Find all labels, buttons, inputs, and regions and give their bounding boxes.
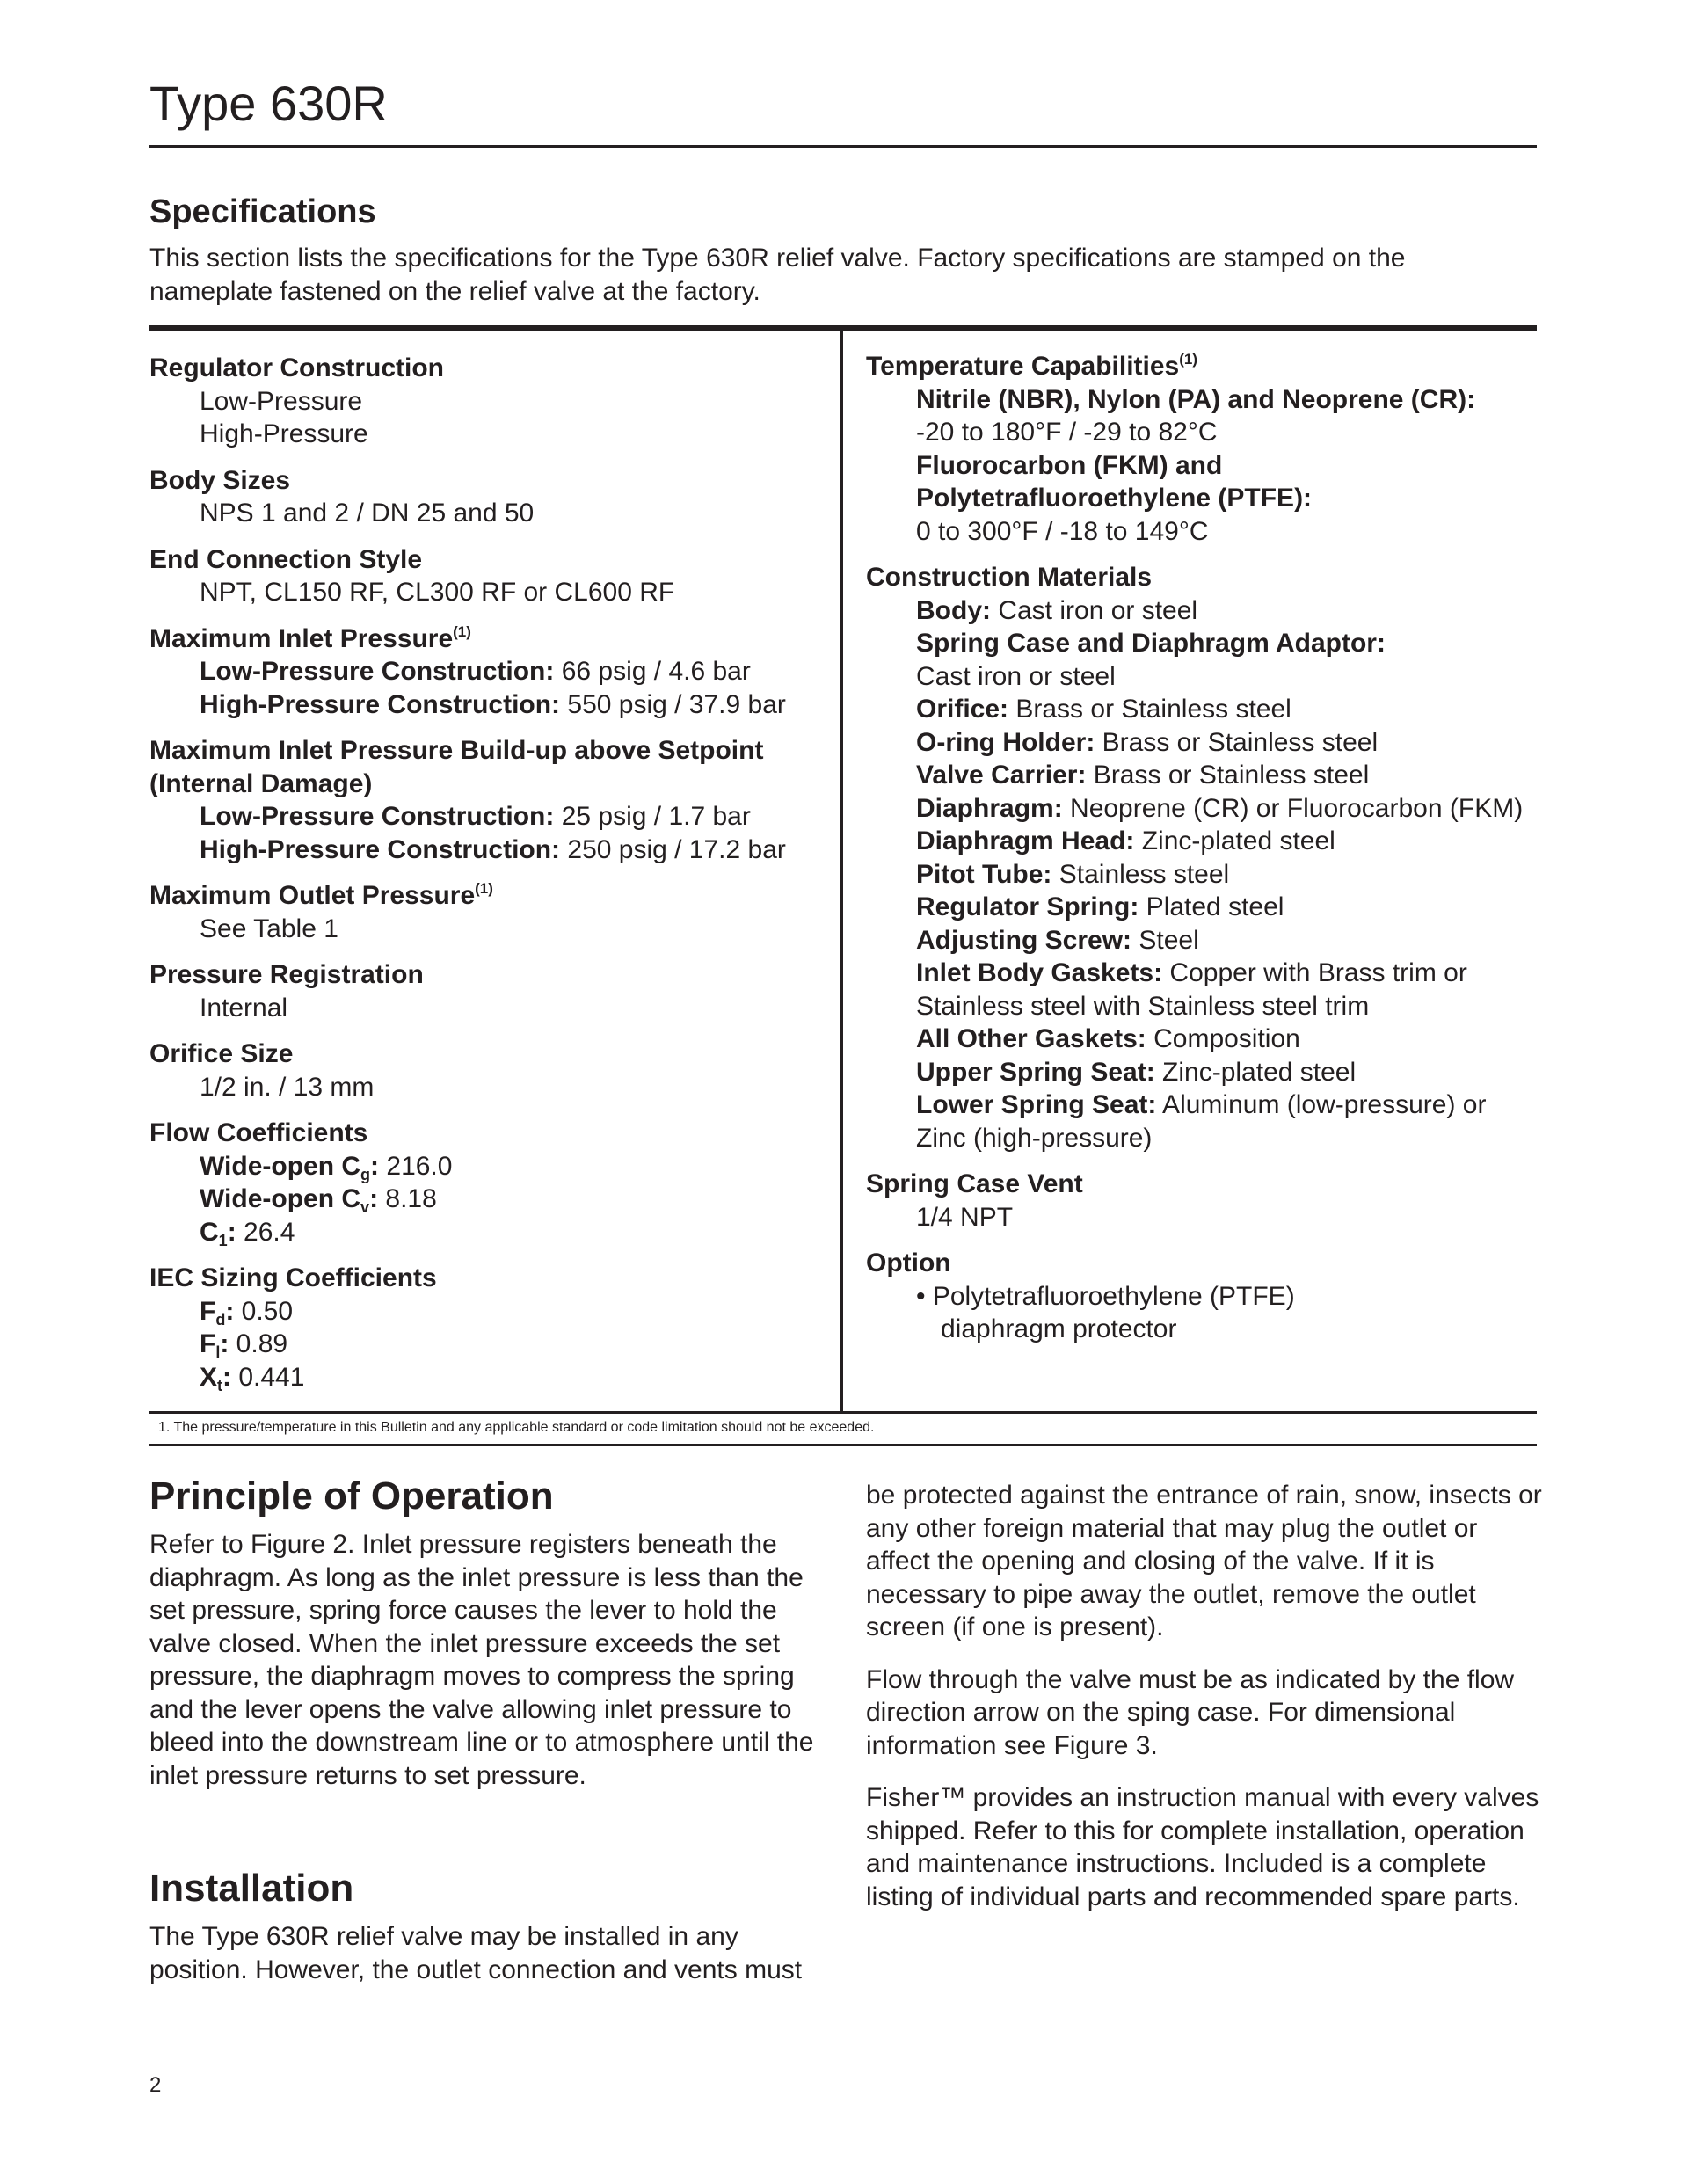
max-outlet-pressure [149, 879, 826, 945]
installation-right-column [866, 1479, 1543, 1933]
max-buildup-label-line1: Maximum Inlet Pressure Build-up above Setpoint [149, 736, 764, 765]
max-buildup-low-label: Low-Pressure Construction: [200, 802, 555, 831]
material-item-value: Stainless steel [1051, 859, 1230, 889]
max-inlet-low-value: 66 psig / 4.6 bar [554, 657, 751, 686]
max-buildup-low-value: 25 psig / 1.7 bar [554, 802, 751, 831]
material-item-label: Inlet Body Gaskets: [916, 958, 1163, 987]
spring-case-vent [866, 1168, 1543, 1234]
principle-paragraph: Refer to Figure 2. Inlet pressure registers beneath the diaphragm. As long as the inlet pressure is less than the set pressure, spring force causes the lever to hold the valve closed. When the inlet pressure exceeds the set pressure, the diaphragm moves to compress the spring and the lever opens the valve allowing inlet pressure to bleed into the downstream line or to atmosphere until the inlet pressure returns to set pressure. [149, 1530, 814, 1790]
spec-left-column [149, 352, 826, 1407]
spec-footnote: 1. The pressure/temperature in this Bulletin and any applicable standard or code limitation should not be exceeded. [158, 1420, 875, 1435]
installation-paragraph-1-tail: be protected against the entrance of rain, snow, insects or any other foreign material that may plug the outlet or affect the opening and closing of the valve. If it is necessary to pipe away the outlet, remove the outlet screen (if one is present). [866, 1481, 1542, 1642]
material-item-value: Zinc (high-pressure) [916, 1123, 1153, 1153]
material-item [866, 726, 1543, 760]
cv-value: 8.18 [378, 1184, 437, 1213]
material-item [866, 957, 1543, 990]
principle-body [149, 1528, 826, 1811]
fd-prefix: F [200, 1296, 216, 1326]
regulator-construction-item: High-Pressure [200, 419, 368, 448]
max-inlet-high-value: 550 psig / 37.9 bar [560, 689, 786, 719]
material-item-label: O-ring Holder: [916, 727, 1095, 757]
footnote-ref: (1) [475, 880, 493, 897]
option-label: Option [866, 1249, 951, 1278]
material-item [866, 858, 1543, 892]
material-item-label: Regulator Spring: [916, 892, 1139, 921]
material-item-value: Composition [1146, 1024, 1300, 1053]
material-item [866, 627, 1543, 660]
temperature-label [866, 350, 1543, 383]
spring-case-vent-value: 1/4 NPT [916, 1202, 1014, 1232]
max-inlet-low [149, 655, 826, 688]
material-item-value: Steel [1131, 925, 1199, 955]
material-item-label: Orifice: [916, 695, 1009, 724]
temperature-group1-label: Nitrile (NBR), Nylon (PA) and Neoprene (CR): [916, 384, 1476, 414]
material-item [866, 1056, 1543, 1089]
flow-coefficient-cv: Wide-open $C_v$: 8.18 [200, 1184, 437, 1216]
cv-prefix: Wide-open C [200, 1184, 361, 1213]
material-item [866, 660, 1543, 694]
cg-subscript: g [360, 1165, 371, 1183]
max-buildup-low [149, 800, 826, 834]
max-inlet-high-label: High-Pressure Construction: [200, 689, 561, 719]
pressure-registration-label: Pressure Registration [149, 960, 424, 989]
materials-label: Construction Materials [866, 563, 1153, 592]
material-item-value: Stainless steel with Stainless steel trim [916, 991, 1370, 1021]
specifications-heading: Specifications [149, 193, 376, 230]
material-item-label: Spring Case and Diaphragm Adaptor: [916, 629, 1386, 658]
flow-coefficients [149, 1117, 826, 1249]
option-bullet-item: • Polytetrafluoroethylene (PTFE) diaphragm protector [916, 1281, 1295, 1343]
cg-value: 216.0 [379, 1151, 453, 1181]
material-item [866, 1088, 1543, 1122]
max-outlet-value: See Table 1 [200, 914, 338, 943]
temperature-capabilities [866, 350, 1543, 548]
material-item-value: Neoprene (CR) or Fluorocarbon (FKM) [1062, 793, 1524, 823]
material-item-value: Copper with Brass trim or [1162, 958, 1467, 987]
material-item [866, 1122, 1543, 1155]
material-item-value: Cast iron or steel [916, 661, 1116, 691]
end-connection-label: End Connection Style [149, 544, 423, 574]
footnote-ref: (1) [1179, 351, 1198, 368]
spec-column-divider [840, 331, 843, 1412]
xt-value: 0.441 [231, 1362, 305, 1392]
max-outlet-label [149, 879, 826, 913]
material-item-value: Zinc-plated steel [1154, 1057, 1357, 1087]
regulator-construction-item: Low-Pressure [200, 386, 363, 416]
material-item [866, 759, 1543, 792]
material-item-label: Pitot Tube: [916, 859, 1052, 889]
regulator-construction [149, 352, 826, 451]
max-inlet-low-label: Low-Pressure Construction: [200, 657, 555, 686]
material-item [866, 693, 1543, 726]
material-item-label: All Other Gaskets: [916, 1024, 1146, 1053]
cv-subscript: v [360, 1198, 370, 1216]
max-buildup-high [149, 834, 826, 867]
footnote-ref: (1) [453, 622, 471, 640]
installation-paragraph-2: Flow through the valve must be as indicated by the flow direction arrow on the sping case. For dimensional information see Figure 3. [866, 1664, 1515, 1760]
installation-paragraph-3: Fisher™ provides an instruction manual with every valves shipped. Refer to this for complete installation, operation and maintenance instructions. Included is a complete listing of individual parts and recommended spare parts. [866, 1783, 1539, 1911]
material-item-value: Cast iron or steel [991, 595, 1198, 625]
max-buildup-high-value: 250 psig / 17.2 bar [560, 834, 786, 864]
material-item-value: Zinc-plated steel [1134, 826, 1335, 855]
flow-coefficient-c1: $C_1$: 26.4 [200, 1217, 295, 1249]
max-inlet-label-text: Maximum Inlet Pressure [149, 623, 454, 653]
material-item [866, 792, 1543, 826]
specifications-intro: This section lists the specifications for the Type 630R relief valve. Factory specifications are stamped on the nameplate fastened on the relief valve at the factory. [149, 244, 1406, 306]
option [866, 1247, 1543, 1346]
temperature-group2-label-line2: Polytetrafluoroethylene (PTFE): [916, 484, 1313, 513]
max-inlet-buildup [149, 734, 826, 866]
iec-label: IEC Sizing Coefficients [149, 1263, 437, 1292]
orifice-size [149, 1037, 826, 1103]
installation-paragraph-1: The Type 630R relief valve may be installed in any position. However, the outlet connection and vents must [149, 1922, 803, 1984]
flow-coefficient-cg: Wide-open $C_g$: 216.0 [200, 1151, 453, 1183]
flow-coefficients-label: Flow Coefficients [149, 1118, 368, 1147]
end-connection-value: NPT, CL150 RF, CL300 RF or CL600 RF [200, 578, 675, 607]
spec-table-top-rule [149, 325, 1537, 331]
material-item-label: Valve Carrier: [916, 761, 1087, 790]
fl-prefix: F [200, 1329, 216, 1358]
material-item-value: Plated steel [1139, 892, 1284, 921]
material-item-value: Brass or Stainless steel [1095, 727, 1379, 757]
page-number: 2 [149, 2073, 162, 2097]
temperature-group2-value: 0 to 300°F / -18 to 149°C [916, 516, 1209, 546]
fl-value: 0.89 [229, 1329, 288, 1358]
installation-heading: Installation [149, 1867, 354, 1910]
material-item-value: Aluminum (low-pressure) or [1156, 1090, 1487, 1119]
pressure-registration [149, 958, 826, 1024]
temperature-label-text: Temperature Capabilities [866, 352, 1180, 381]
pressure-registration-value: Internal [200, 993, 288, 1023]
fd-subscript: d [215, 1310, 226, 1329]
c1-value: 26.4 [236, 1217, 295, 1247]
iec-xt: $X_t$: 0.441 [200, 1362, 305, 1394]
iec-sizing-coefficients [149, 1262, 826, 1394]
construction-materials [866, 561, 1543, 1154]
title-rule [149, 145, 1537, 148]
cg-prefix: Wide-open C [200, 1151, 361, 1181]
orifice-size-label: Orifice Size [149, 1039, 294, 1068]
page-title: Type 630R [149, 76, 388, 131]
material-item-label: Adjusting Screw: [916, 925, 1132, 955]
body-sizes-value: NPS 1 and 2 / DN 25 and 50 [200, 499, 535, 528]
material-item [866, 1023, 1543, 1056]
fd-value: 0.50 [234, 1296, 294, 1326]
material-item-value: Brass or Stainless steel [1086, 761, 1370, 790]
max-inlet-label [149, 622, 826, 656]
max-inlet-pressure [149, 622, 826, 722]
c1-prefix: C [200, 1217, 219, 1247]
material-item [866, 891, 1543, 924]
fl-subscript: l [215, 1343, 221, 1361]
xt-prefix: X [200, 1362, 218, 1392]
installation-body-left [149, 1920, 826, 1986]
body-sizes-label: Body Sizes [149, 465, 291, 495]
material-item-value: Brass or Stainless steel [1008, 695, 1291, 724]
max-buildup-label-line2: (Internal Damage) [149, 768, 373, 798]
spring-case-vent-label: Spring Case Vent [866, 1169, 1083, 1198]
regulator-construction-label: Regulator Construction [149, 353, 444, 382]
material-item [866, 594, 1543, 628]
material-item-label: Diaphragm: [916, 793, 1063, 823]
max-outlet-label-text: Maximum Outlet Pressure [149, 881, 476, 910]
material-item [866, 825, 1543, 858]
orifice-size-value: 1/2 in. / 13 mm [200, 1072, 375, 1102]
material-item-label: Diaphragm Head: [916, 826, 1135, 855]
max-buildup-high-label: High-Pressure Construction: [200, 834, 561, 864]
iec-fd: $F_d$: 0.50 [200, 1296, 294, 1329]
footnote-top-rule [149, 1411, 1537, 1414]
temperature-group1-value: -20 to 180°F / -29 to 82°C [916, 418, 1218, 447]
end-connection-style [149, 543, 826, 609]
material-item-label: Lower Spring Seat: [916, 1090, 1157, 1119]
c1-subscript: 1 [218, 1231, 228, 1249]
temperature-group2-label-line1: Fluorocarbon (FKM) and [916, 450, 1223, 480]
material-item [866, 990, 1543, 1023]
principle-heading: Principle of Operation [149, 1474, 554, 1518]
material-item-label: Body: [916, 595, 991, 625]
material-item-label: Upper Spring Seat: [916, 1057, 1155, 1087]
spec-right-column [866, 350, 1543, 1359]
max-inlet-high [149, 688, 826, 722]
xt-subscript: t [217, 1376, 223, 1394]
body-sizes [149, 464, 826, 530]
iec-fl: $F_l$: 0.89 [200, 1329, 288, 1361]
material-item [866, 924, 1543, 957]
footnote-bottom-rule [149, 1444, 1537, 1446]
